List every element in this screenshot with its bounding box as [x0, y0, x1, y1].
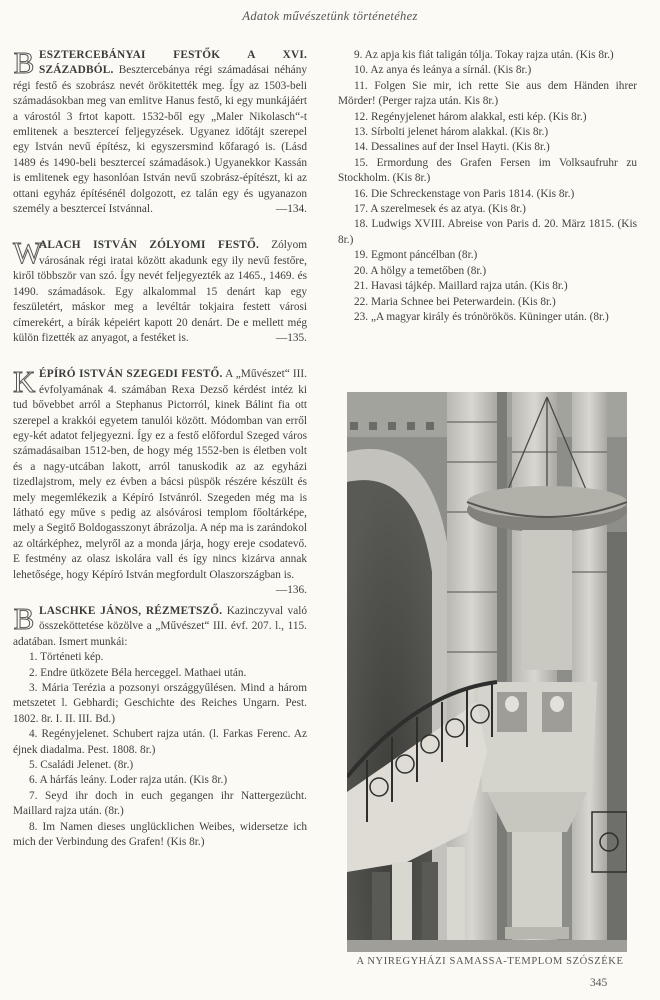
list-item: 4. Regényjelenet. Schubert rajza után. (l. Farkas Ferenc. Az éjnek diadalma. Pest. 1808. 8r.): [13, 728, 307, 756]
list-item: 17. A szerelmesek és az atya. (Kis 8r.): [354, 203, 526, 216]
list-item: 11. Folgen Sie mir, ich rette Sie aus dem Händen ihrer Mörder! (Perger rajza után. Kis 8r.): [338, 79, 637, 108]
photo-caption: A NYIREGYHÁZI SAMASSA-TEMPLOM SZÓSZÉKE: [356, 956, 624, 967]
article-body: Kazinczyval való összeköttetése közölve a „Művészet“ III. évf. 207. l., 115. adatában. Ismert munkái:: [13, 605, 308, 648]
dropcap: K: [13, 364, 36, 400]
article-ref: —135.: [275, 331, 307, 344]
list-item: 1. Történeti kép.: [29, 651, 104, 664]
list-item: 15. Ermordung des Grafen Fersen im Volksaufruhr zu Stockholm. (Kis 8r.): [338, 156, 637, 185]
list-item: 21. Havasi tájkép. Maillard rajza után. (Kis 8r.): [354, 280, 568, 293]
list-item: 8. Im Namen dieses unglücklichen Weibes, widersetze ich mich der Verbindung des Grafen! (Kis 8r.): [13, 820, 307, 849]
article-body: Besztercebánya régi számadásai néhány régi festő és szobrász nevét örökitették meg. Így az 1503-beli számadásokban meg van emlitve Hanus festő, ki egy munkájáért a várostól 3 frtot kapott. 1532-ből egy „Maler Nikolasch“-t emlitenek a beszterceí feljegyzések. Ugyanez időtájt szerepel egy István nevű építész, ki egyszersmind kőfaragó is. (Lásd 1489 és 1490-beli beszterceí számadások.) Ugyanekkor Kassán is emlitenek egy hasonlóan István nevű szobrász-építészt, ki az ottani egyház építésénél dolgozott, ez talán egy és ugyanazon személy a beszterceí Istvánnal.: [13, 64, 307, 216]
page-number: 345: [590, 977, 608, 989]
article-besztercebanyai: [13, 45, 307, 217]
article-lead: ÉPÍRÓ ISTVÁN SZEGEDI FESTŐ.: [39, 368, 223, 381]
article-ref: —134.: [275, 203, 307, 216]
article-lead: LASCHKE JÁNOS, RÉZMETSZŐ.: [39, 605, 223, 617]
list-item: 12. Regényjelenet három alakkal, esti kép. (Kis 8r.): [354, 110, 587, 123]
dropcap: W: [13, 235, 43, 271]
list-item: 20. A hölgy a temetőben (8r.): [354, 264, 487, 277]
list-item: 23. „A magyar király és trónörökös. Küninger után. (8r.): [354, 310, 609, 323]
running-head: Adatok művészetünk történetéhez: [242, 9, 418, 23]
list-item: 5. Családi Jelenet. (8r.): [29, 759, 134, 772]
article-lead: ALACH ISTVÁN ZÓLYOMI FESTŐ.: [39, 239, 260, 252]
article-body: A „Művészet“ III. évfolyamának 4. számában Rexa Dezső kérdést intéz ki tud bővebbet arról a Stephanus Pictorról, kinek Bálint fia ott szerepel a krakkói egyetem tanulói között. Módomban van erről egy-két adatot feljegyezni. Így ez a festő előfordul Szeged város számadásaiban 1512-ben, de hogy még 1552-ben is életben volt és a nagy-utcában lakott, arról tanuskodik az az egyházi tizedlajstrom, mely ez évben a bácsi püspök részére készült és mely megemlékezik a Képíró Istvánról. Szegeden még ma is látható egy műve s pedig az alsóvárosi templom főoltárképe, mely a Segitő Boldogasszonyt ábrázolja. A nép ma is zarándokol az oltárképhez, melyről az a monda járja, hogy ereje csodatevő. E festmény az olasz iskolára vall és így nincs kizárva annak lehetősége, hogy Képíró István megfordult Olaszországban is.: [13, 368, 308, 581]
list-item: 7. Seyd ihr doch in euch gegangen ihr Nattergezücht. Maillard rajza után. (8r.): [13, 789, 307, 818]
left-column: [13, 45, 308, 851]
list-item: 19. Egmont páncélban (8r.): [354, 249, 478, 262]
works-list-left: [13, 650, 307, 850]
dropcap: B: [13, 601, 35, 636]
list-item: 10. Az anya és leánya a sírnál. (Kis 8r.): [354, 64, 532, 77]
pulpit-illustration: [347, 392, 627, 952]
article-kepiro: [13, 364, 308, 596]
list-item: 22. Maria Schnee bei Peterwardein. (Kis 8r.): [354, 295, 556, 308]
list-item: 16. Die Schreckenstage von Paris 1814. (Kis 8r.): [354, 187, 575, 200]
article-ref: —136.: [275, 584, 307, 596]
list-item: 13. Sírbolti jelenet három alakkal. (Kis 8r.): [354, 126, 549, 139]
article-blaschke: [13, 601, 308, 851]
dropcap: B: [13, 45, 35, 80]
pulpit-photograph: [347, 392, 627, 952]
list-item: 9. Az apja kis fiát taligán tólja. Tokay rajza után. (Kis 8r.): [354, 49, 614, 61]
article-body: Zólyom városának régi iratai között akadunk egy ily nevű festőre, kiről többször van szó. Így nevét feljegyezték az 1465., 1469. és 1490. számadások. Egy alkalommal 15 denárt kap egy feszületért, máskor meg a levéltár tokjaira festett városi címerekért, a bírák képeiért kapott 20 denárt. De e mellett még külön fizették az anyagot, a festéket is.: [13, 239, 308, 344]
list-item: 3. Mária Terézia a pozsonyi országgyűlésen. Mind a három metszetet l. Gebhardi; Geschichte des Reiches Ungarn. Pest. 1802. 8r. I. II. III. Bd.): [13, 682, 307, 725]
article-walach: [13, 235, 308, 346]
right-column: [338, 48, 637, 325]
article-lead: ESZTERCEBÁNYAI FESTŐK A XVI. SZÁZADBÓL.: [39, 49, 307, 77]
list-item: 2. Endre ütközete Béla herceggel. Mathaei után.: [29, 666, 247, 679]
list-item: 6. A hárfás leány. Loder rajza után. (Kis 8r.): [29, 774, 228, 787]
list-item: 18. Ludwigs XVIII. Abreise von Paris d. 20. März 1815. (Kis 8r.): [338, 218, 637, 246]
list-item: 14. Dessalines auf der Insel Hayti. (Kis 8r.): [354, 141, 550, 154]
works-list-right: [338, 48, 637, 325]
